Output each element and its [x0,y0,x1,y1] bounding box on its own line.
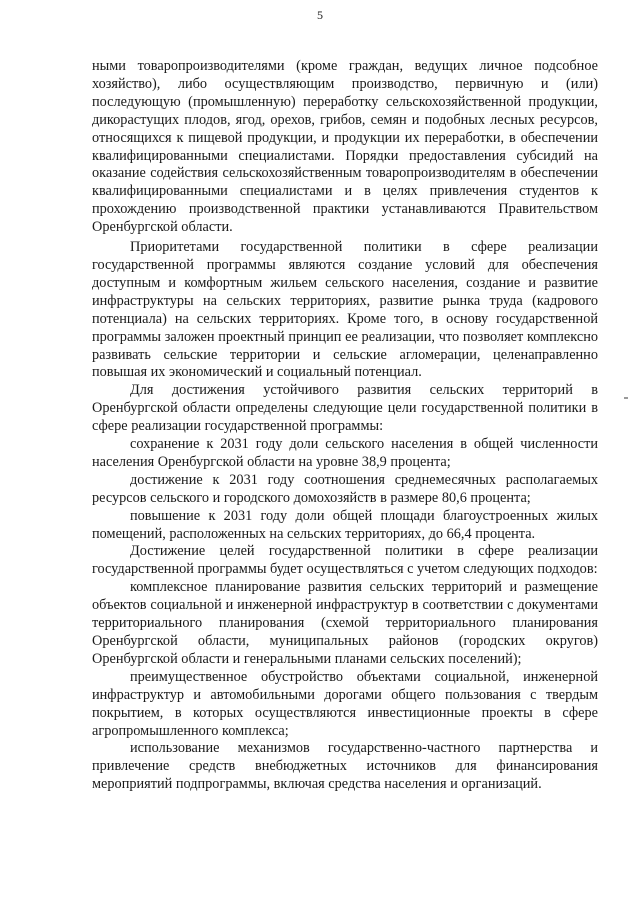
approach-item-partnership: использование механизмов государственно-частного партнерства и привлечение средств внебюджетных источников для финансирования мероприятий подпрограммы, включая средства населения и организаций. [92,740,598,793]
goal-item-housing-area: повышение к 2031 году доли общей площади благоустроенных жилых помещений, расположенных на сельских территориях, до 66,4 процента. [92,507,598,542]
paragraph-priorities: Приоритетами государственной политики в сфере реализации государственной программы являются создание условий для обеспечения доступным и комфортным жильем сельского населения, создание и развитие инфраструктуры на сельских территориях, развитие рынка труда (кадрового потенциала) на сельских территориях. Кроме того, в основу государственной программы заложен проектный принцип ее реализации, что позволяет комплексно развивать сельские территории и сельские агломерации, целенаправленно повышая их экономический и социальный потенциал. [92,239,598,381]
goal-item-rural-population: сохранение к 2031 году доли сельского населения в общей численности населения Оренбургской области на уровне 38,9 процента; [92,436,598,470]
paragraph-continuation: ными товаропроизводителями (кроме граждан, ведущих личное подсобное хозяйство), либо осуществляющим производство, первичную и (или) последующую (промышленную) переработку сельскохозяйственной продукции, дикорастущих плодов, ягод, орехов, грибов, семян и подобных лесных ресурсов, относящихся к пищевой продукции, и продукции их переработки, в обеспечении квалифицированными специалистами. Порядки предоставления субсидий на оказание содействия сельскохозяйственным товаропроизводителям в обеспечении квалифицированными специалистами и в целях привлечения студентов к прохождению производственной практики устанавливаются Правительством Оренбургской области. [92,58,598,236]
paragraph-goals-intro: Для достижения устойчивого развития сельских территорий в Оренбургской области определены следующие цели государственной политики в сфере реализации государственной программы: [92,382,598,435]
margin-mark [624,397,628,399]
goal-item-income-ratio: достижение к 2031 году соотношения среднемесячных располагаемых ресурсов сельского и городского домохозяйств в размере 80,6 процента; [92,471,598,506]
page-number: 5 [317,8,323,22]
approach-item-infrastructure: преимущественное обустройство объектами социальной, инженерной инфраструктур и автомобильными дорогами общего пользования с твердым покрытием, в которых осуществляются инвестиционные проекты в сфере агропромышленного комплекса; [92,668,598,739]
document-body [92,58,598,794]
paragraph-approaches-intro: Достижение целей государственной политики в сфере реализации государственной программы будет осуществляться с учетом следующих подходов: [92,543,598,578]
approach-item-planning: комплексное планирование развития сельских территорий и размещение объектов социальной и инженерной инфраструктур в соответствии с документами территориального планирования (схемой территориального планирования Оренбургской области, муниципальных районов (городских округов) Оренбургской области и генеральными планами сельских поселений); [92,579,598,667]
